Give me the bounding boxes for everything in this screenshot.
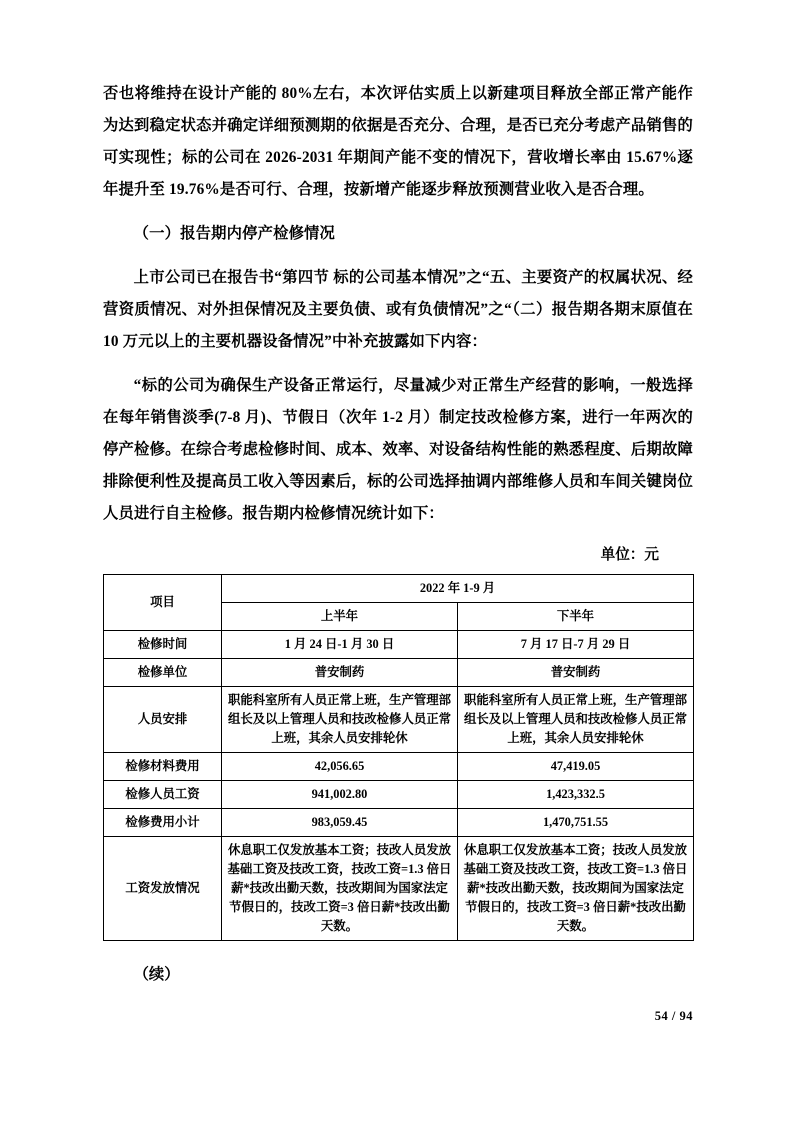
table-row [104,631,694,659]
continued-label: （续） [133,966,180,983]
row-label: 检修单位 [104,659,222,687]
row-value-second: 休息职工仅发放基本工资；技改人员发放基础工资及技改工资，技改工资=1.3 倍日薪*技改出勤天数，技改期间为国家法定节假日的，技改工资=3 倍日薪*技改出勤天数。 [458,837,694,941]
page-content [103,78,693,991]
row-label: 工资发放情况 [104,837,222,941]
row-value-second: 7 月 17 日-7 月 29 日 [458,631,694,659]
paragraph-maintenance: “标的公司为确保生产设备正常运行，尽量减少对正常生产经营的影响，一般选择在每年销售淡季(7-8 月)、节假日（次年 1-2 月）制定技改检修方案，进行一年两次的停产检修。在综合考虑检修时间、成本、效率、对设备结构性能的熟悉程度、后期故障排除便利性及提高员工收入等因素后，标的公司选择抽调内部维修人员和车间关键岗位人员进行自主检修。报告期内检修情况统计如下： [103,377,693,522]
row-value-second: 职能科室所有人员正常上班，生产管理部组长及以上管理人员和技改检修人员正常上班，其余人员安排轮休 [458,687,694,753]
page-number: 54 / 94 [654,1009,693,1023]
maintenance-table [103,574,694,941]
table-row [104,809,694,837]
row-value-second: 普安制药 [458,659,694,687]
table-header-row [104,575,694,603]
table-row [104,781,694,809]
row-value-first: 休息职工仅发放基本工资；技改人员发放基础工资及技改工资，技改工资=1.3 倍日薪*技改出勤天数，技改期间为国家法定节假日的，技改工资=3 倍日薪*技改出勤天数。 [222,837,458,941]
row-label: 检修材料费用 [104,753,222,781]
unit-label: 单位：元 [600,547,659,563]
table-row [104,837,694,941]
table-header-item: 项目 [104,575,222,631]
section-heading: （一）报告期内停产检修情况 [133,225,336,242]
row-value-first: 职能科室所有人员正常上班，生产管理部组长及以上管理人员和技改检修人员正常上班，其余人员安排轮休 [222,687,458,753]
spacer [103,250,693,262]
table-header-first-half: 上半年 [222,603,458,631]
table-row [104,659,694,687]
paragraph-intro: 否也将维持在设计产能的 80%左右，本次评估实质上以新建项目释放全部正常产能作为达到稳定状态并确定详细预测期的依据是否充分、合理，是否已充分考虑产品销售的可实现性；标的公司在 2026-2031 年期间产能不变的情况下，营收增长率由 15.67%逐年提升至 19.76%是否可行、合理，按新增产能逐步释放预测营业收入是否合理。 [103,85,693,198]
table-header-period: 2022 年 1-9 月 [222,575,694,603]
row-value-first: 1 月 24 日-1 月 30 日 [222,631,458,659]
row-value-second: 47,419.05 [458,753,694,781]
spacer [103,358,693,370]
row-value-second: 1,470,751.55 [458,809,694,837]
row-label: 人员安排 [104,687,222,753]
row-value-first: 普安制药 [222,659,458,687]
row-label: 检修人员工资 [104,781,222,809]
row-value-first: 941,002.80 [222,781,458,809]
row-value-first: 983,059.45 [222,809,458,837]
row-label: 检修时间 [104,631,222,659]
paragraph-disclosure: 上市公司已在报告书“第四节 标的公司基本情况”之“五、主要资产的权属状况、经营资质情况、对外担保情况及主要负债、或有负债情况”之“（二）报告期各期末原值在 10 万元以上的主要机器设备情况”中补充披露如下内容： [103,269,693,350]
spacer [103,206,693,218]
table-row [104,753,694,781]
row-value-second: 1,423,332.5 [458,781,694,809]
row-value-first: 42,056.65 [222,753,458,781]
table-row [104,687,694,753]
table-header-second-half: 下半年 [458,603,694,631]
row-label: 检修费用小计 [104,809,222,837]
